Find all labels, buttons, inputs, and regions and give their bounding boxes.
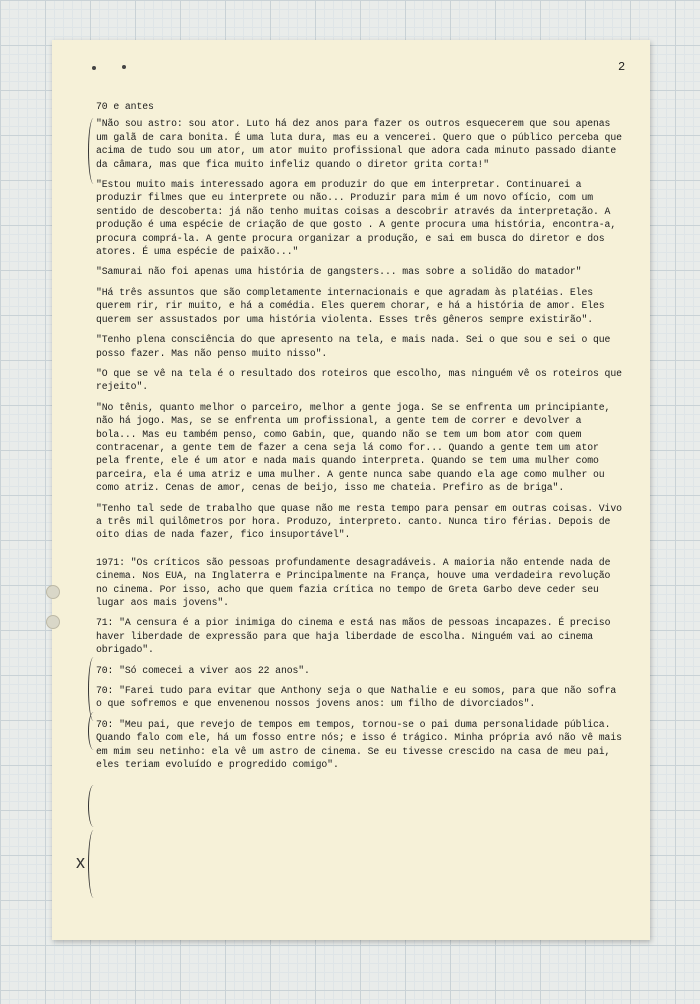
ink-dot [122,65,126,69]
page-number: 2 [618,60,626,74]
punch-hole [46,615,60,629]
quote-paragraph: "Estou muito mais interessado agora em produzir do que em interpretar. Continuarei a produzir filmes que eu interprete ou não... Produzir para mim é um novo ofício, com um sentido de descoberta: já não tenho muitas coisas a descobrir através da interpretação. A produção é uma espécie de criação de que gosto . A gente procura uma história, encontra-a, procura comprá-la. A gente procura organizar a produção, e sai em busca do diretor e dos atores. É uma espécie de paixão..." [96,179,617,258]
quote-text: "Só comecei a viver aos 22 anos". [119,664,310,676]
quote-paragraph: "Tenho tal sede de trabalho que quase não me resta tempo para pensar em outras coisas. Vivo a três mil quilômetros por hora. Produzo, interpreto. canto. Nunca tiro férias. Depois de oito dias de nada fazer, fico insuportável". [96,502,622,541]
quote-paragraph: "O que se vê na tela é o resultado dos roteiros que escolho, mas ninguém vê os roteiros que rejeito". [96,367,622,393]
margin-bracket [88,785,99,827]
quote-date: 70: [96,718,114,730]
dated-quote [96,718,624,772]
quote-paragraph: "Há três assuntos que são completamente internacionais e que agradam às platéias. Eles querem rir, rir muito, e há a comédia. Eles querem chorar, e há a história de amor. Eles querem ser assustados por uma história violenta. Esses três gêneros sempre existirão". [96,286,605,325]
section-heading: 70 e antes [96,101,154,112]
document-body [92,100,624,778]
quote-text: "Meu pai, que revejo de tempos em tempos, tornou-se o pai duma personalidade pública. Quando falo com ele, há um fosso entre nós; e isso é trágico. Minha própria avó não vê mais em mim seu netinho: ela vê um astro de cinema. Se eu tivesse crescido na casa de meu pai, eles teriam evoluído e progredido comigo". [96,718,622,771]
margin-x-mark: x [76,852,85,872]
quote-paragraph: "Tenho plena consciência do que apresento na tela, e mais nada. Sei o que sou e sei o que posso fazer. Mas não penso muito nisso". [96,334,611,359]
quote-paragraph: "Samurai não foi apenas uma história de gangsters... mas sobre a solidão do matador" [96,266,582,278]
quote-text: "Os críticos são pessoas profundamente desagradáveis. A maioria não entende nada de cinema. Nos EUA, na Inglaterra e Principalmente na França, houve uma verdadeira revolução no cinema. Por isso, acho que quem fazia crítica no tempo de Greta Garbo deve ceder seu lugar aos mais jovens". [96,556,611,608]
dated-quote [96,556,624,610]
ink-dot [92,66,96,70]
quote-date: 1971: [96,556,125,568]
margin-bracket [88,830,99,898]
dated-quote [96,684,624,711]
quote-paragraph: "No tênis, quanto melhor o parceiro, melhor a gente joga. Se se enfrenta um principiante, não há jogo. Mas, se se enfrenta um profissional, a gente tem de correr e devolver a bola... Mas eu também penso, como Gabin, que, quando não se tem um bom ator com quem contracenar, a gente tem de fazer a cena seja lá como for... Quando a gente tem um ator pela frente, ele é um ator e nada mais quando interpreta. Quando se tem uma mulher como parceira, ela é uma atriz e uma mulher. A gente nunca sabe quando ela age como mulher ou como atriz. Cenas de amor, cenas de beijo, isso me chateia. Prefiro as de briga". [96,401,611,494]
punch-hole [46,585,60,599]
quote-paragraph: "Não sou astro: sou ator. Luto há dez anos para fazer os outros esquecerem que sou apenas um galã de cara bonita. É uma luta dura, mas eu a vencerei. Quero que o público perceba que acima de tudo sou um ator, um ator muito profissional que adora cada minuto passado diante da câmara, mas que fica muito infeliz quando o diretor grita corta!" [96,118,622,170]
dated-quote [96,664,624,677]
quote-date: 70: [96,685,114,697]
quote-date: 70: [96,664,114,676]
quote-text: "Farei tudo para evitar que Anthony seja o que Nathalie e eu somos, para que não sofra o que sofremos e que envenenou nossos jovens anos: um filho de divorciados". [96,685,617,710]
quote-date: 71: [96,617,114,629]
quote-text: "A censura é a pior inimiga do cinema e está nas mãos de pessoas incapazes. É preciso haver liberdade de expressão para que haja liberdade de escolha. Ninguém vai ao cinema obrigado". [96,617,611,656]
typewritten-page [52,40,650,940]
dated-quote [96,616,624,656]
